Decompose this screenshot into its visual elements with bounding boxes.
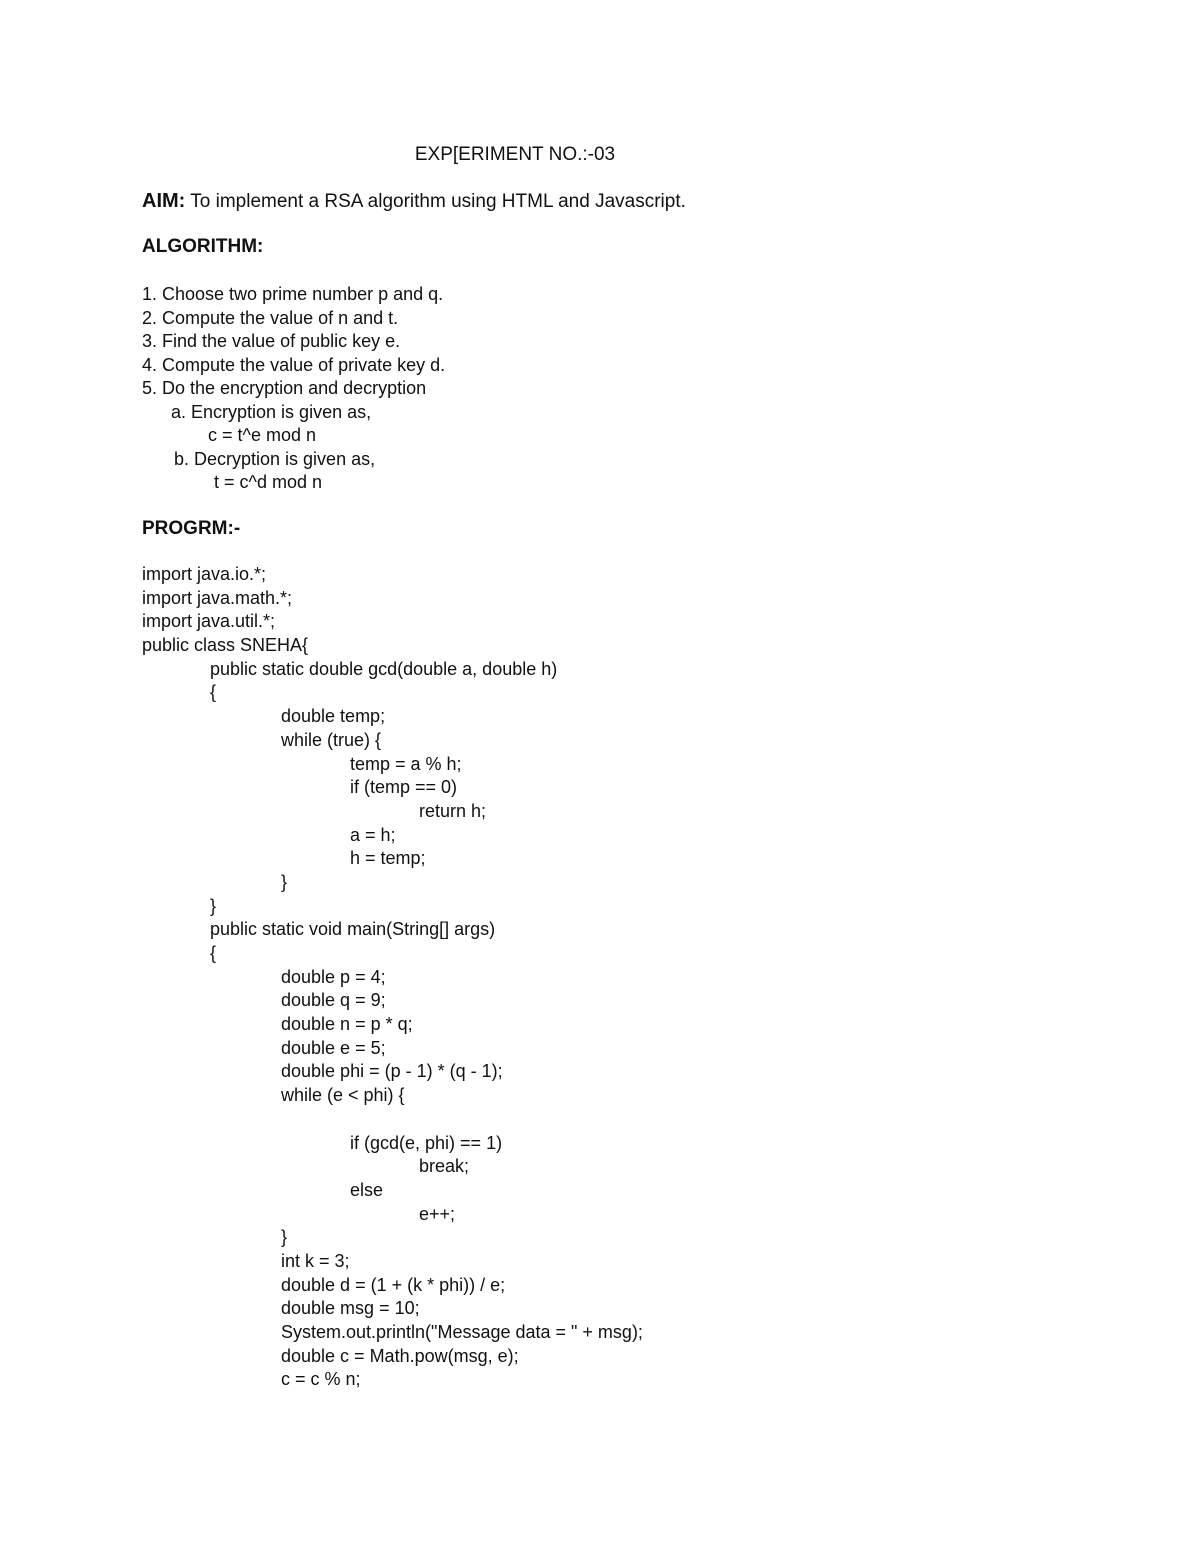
code-line: }: [281, 871, 288, 892]
aim-text: To implement a RSA algorithm using HTML and Javascript.: [190, 191, 686, 212]
code-line: import java.io.*;: [142, 564, 267, 584]
code-line: double temp;: [281, 706, 386, 727]
code-line: return h;: [419, 800, 487, 821]
code-line: a = h;: [350, 824, 396, 845]
code-line: public class SNEHA{: [142, 635, 309, 656]
aim-line: [142, 190, 686, 213]
code-line: h = temp;: [350, 848, 426, 869]
aim-label: AIM:: [142, 190, 186, 212]
code-line: {: [210, 682, 217, 703]
code-line: double d = (1 + (k * phi)) / e;: [281, 1274, 506, 1295]
algorithm-step: 2. Compute the value of n and t.: [142, 307, 399, 328]
code-line: int k = 3;: [281, 1250, 350, 1271]
code-line: double msg = 10;: [281, 1298, 420, 1319]
code-line: double c = Math.pow(msg, e);: [281, 1345, 519, 1366]
code-line: while (e < phi) {: [281, 1085, 405, 1106]
algorithm-step: 1. Choose two prime number p and q.: [142, 284, 444, 304]
program-code: [142, 563, 643, 1392]
code-line: double n = p * q;: [281, 1014, 413, 1035]
algorithm-substep: a. Encryption is given as,: [171, 401, 372, 422]
algorithm-substep: b. Decryption is given as,: [174, 448, 376, 469]
code-line: else: [350, 1179, 384, 1200]
program-heading: PROGRM:-: [142, 518, 241, 539]
code-line: double phi = (p - 1) * (q - 1);: [281, 1061, 503, 1082]
code-line: double e = 5;: [281, 1037, 386, 1058]
algorithm-step: 3. Find the value of public key e.: [142, 331, 401, 351]
algorithm-step: 4. Compute the value of private key d.: [142, 354, 446, 375]
code-line: System.out.println("Message data = " + msg);: [281, 1322, 643, 1342]
code-line: if (gcd(e, phi) == 1): [350, 1132, 503, 1153]
code-line: public static double gcd(double a, double h): [210, 658, 558, 679]
code-line: double q = 9;: [281, 990, 386, 1011]
code-line: import java.util.*;: [142, 611, 276, 632]
code-line: if (temp == 0): [350, 777, 458, 798]
code-line: public static void main(String[] args): [210, 919, 496, 940]
algorithm-heading: ALGORITHM:: [142, 236, 264, 257]
algorithm-formula: t = c^d mod n: [214, 472, 322, 492]
code-line: temp = a % h;: [350, 753, 462, 774]
algorithm-steps: [142, 283, 445, 495]
code-line: e++;: [419, 1203, 456, 1224]
code-line: c = c % n;: [281, 1369, 361, 1390]
code-line: double p = 4;: [281, 966, 386, 987]
code-line: break;: [419, 1156, 470, 1177]
code-line: }: [210, 895, 217, 916]
algorithm-step: 5. Do the encryption and decryption: [142, 378, 427, 398]
experiment-title: EXP[ERIMENT NO.:-03: [414, 144, 616, 165]
code-line-blank: [142, 1108, 643, 1132]
code-line: import java.math.*;: [142, 587, 293, 608]
code-line: while (true) {: [281, 729, 382, 750]
code-line: {: [210, 943, 217, 963]
code-line: }: [281, 1227, 288, 1248]
algorithm-formula: c = t^e mod n: [208, 425, 316, 445]
